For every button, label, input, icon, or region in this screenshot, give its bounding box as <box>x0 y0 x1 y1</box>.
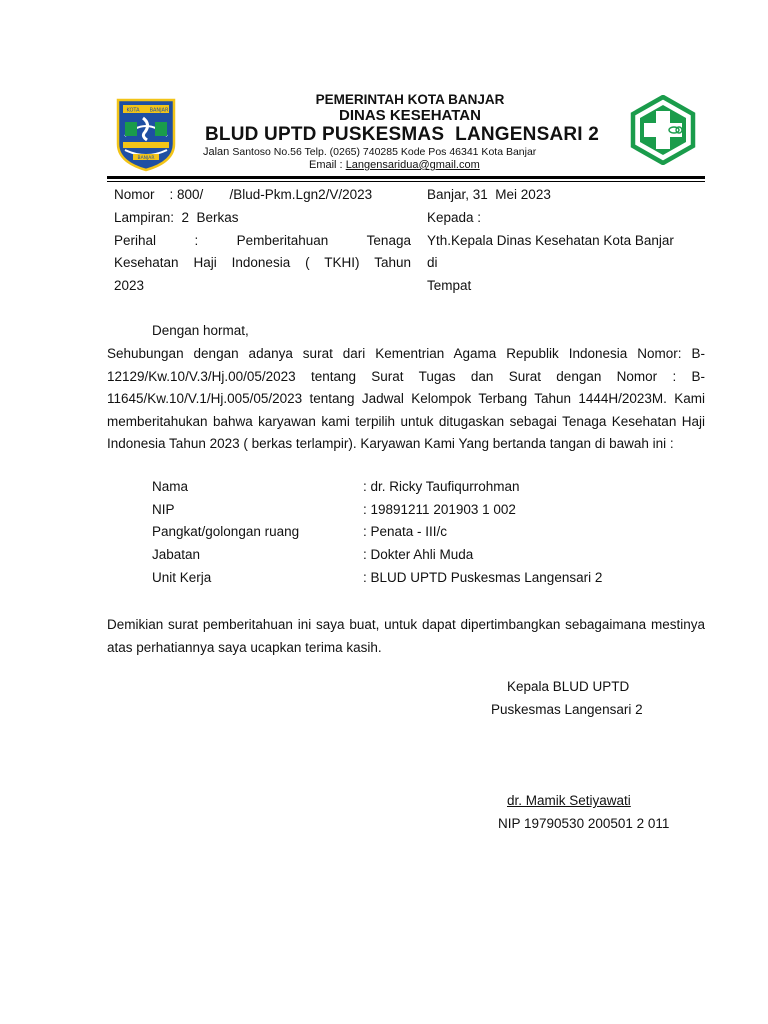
addressed-to-label: Kepada : <box>427 210 482 225</box>
signature-title-1: Kepala BLUD UPTD <box>507 679 630 694</box>
header-department: DINAS KESEHATAN <box>339 107 481 124</box>
detail-label-unit: Unit Kerja <box>152 570 212 585</box>
header-institution: BLUD UPTD PUSKESMAS LANGENSARI 2 <box>205 124 600 145</box>
detail-value-rank: : Penata - III/c <box>363 524 448 539</box>
detail-value-position: : Dokter Ahli Muda <box>363 547 474 562</box>
detail-label-name: Nama <box>152 479 189 494</box>
header-government: PEMERINTAH KOTA BANJAR <box>315 92 505 107</box>
address-text: Santoso No.56 Telp. (0265) 740285 Kode Pos 46341 Kota Banjar <box>232 146 537 158</box>
email-link[interactable]: Langensaridua@gmail.com <box>345 159 480 171</box>
email-label: Email : <box>309 159 343 171</box>
recipient-di: di <box>427 255 438 270</box>
detail-value-unit: : BLUD UPTD Puskesmas Langensari 2 <box>363 570 603 585</box>
subject-line-1 <box>114 230 411 253</box>
greeting: Dengan hormat, <box>152 323 249 338</box>
puskesmas-logo <box>630 95 696 165</box>
detail-value-name: : dr. Ricky Taufiqurrohman <box>363 479 520 494</box>
header-divider-thin <box>107 181 705 182</box>
detail-label-rank: Pangkat/golongan ruang <box>152 524 300 539</box>
logo-left-text-1: KOTA <box>126 107 140 114</box>
signature-title-2: Puskesmas Langensari 2 <box>491 702 643 717</box>
logo-left-motto: BANJAR <box>137 156 155 161</box>
header-address <box>203 146 536 158</box>
subject-word-2: Tenaga <box>366 233 411 248</box>
address-prefix: Jalan <box>203 146 230 158</box>
detail-value-nip: : 19891211 201903 1 002 <box>363 502 516 517</box>
letter-attachment: Lampiran: 2 Berkas <box>114 210 239 225</box>
detail-label-position: Jabatan <box>152 547 201 562</box>
closing-paragraph: Demikian surat pemberitahuan ini saya buat, untuk dapat dipertimbangkan sebagaimana mestinya atas perhatiannya saya ucapkan terima kasih. <box>107 617 705 655</box>
signatory-nip: NIP 19790530 200501 2 011 <box>498 816 670 831</box>
subject-label: Perihal <box>114 233 157 248</box>
subject-colon: : <box>194 233 199 248</box>
recipient-place: Tempat <box>427 278 472 293</box>
subject-word-1: Pemberitahuan <box>236 233 329 248</box>
subject-line-2: Kesehatan Haji Indonesia ( TKHI) Tahun <box>114 255 411 270</box>
recipient: Yth.Kepala Dinas Kesehatan Kota Banjar <box>427 233 674 248</box>
header-email <box>309 159 480 171</box>
place-date: Banjar, 31 Mei 2023 <box>427 187 551 202</box>
subject-line-3: 2023 <box>114 278 145 293</box>
logo-left-text-2: BANJAR <box>149 107 169 114</box>
detail-label-nip: NIP <box>152 502 175 517</box>
header-divider-thick <box>107 176 705 179</box>
letter-number: Nomor : 800/ /Blud-Pkm.Lgn2/V/2023 <box>114 187 373 202</box>
signatory-name-text: dr. Mamik Setiyawati <box>507 793 631 808</box>
signatory-name <box>507 790 631 813</box>
body-paragraph: Sehubungan dengan adanya surat dari Kementrian Agama Republik Indonesia Nomor: B-12129/Kw.10/V.3/Hj.00/05/2023 tentang Surat Tugas dan Surat dengan Nomor : B-11645/Kw.10/V.1/Hj.005/05/2023 tentang Jadwal Kelompok Terbang Tahun 1444H/2023M. Kami memberitahukan bahwa karyawan kami terpilih untuk ditugaskan sebagai Tenaga Kesehatan Haji Indonesia Tahun 2023 ( berkas terlampir). Karyawan Kami Yang bertanda tangan di bawah ini : <box>107 346 705 452</box>
